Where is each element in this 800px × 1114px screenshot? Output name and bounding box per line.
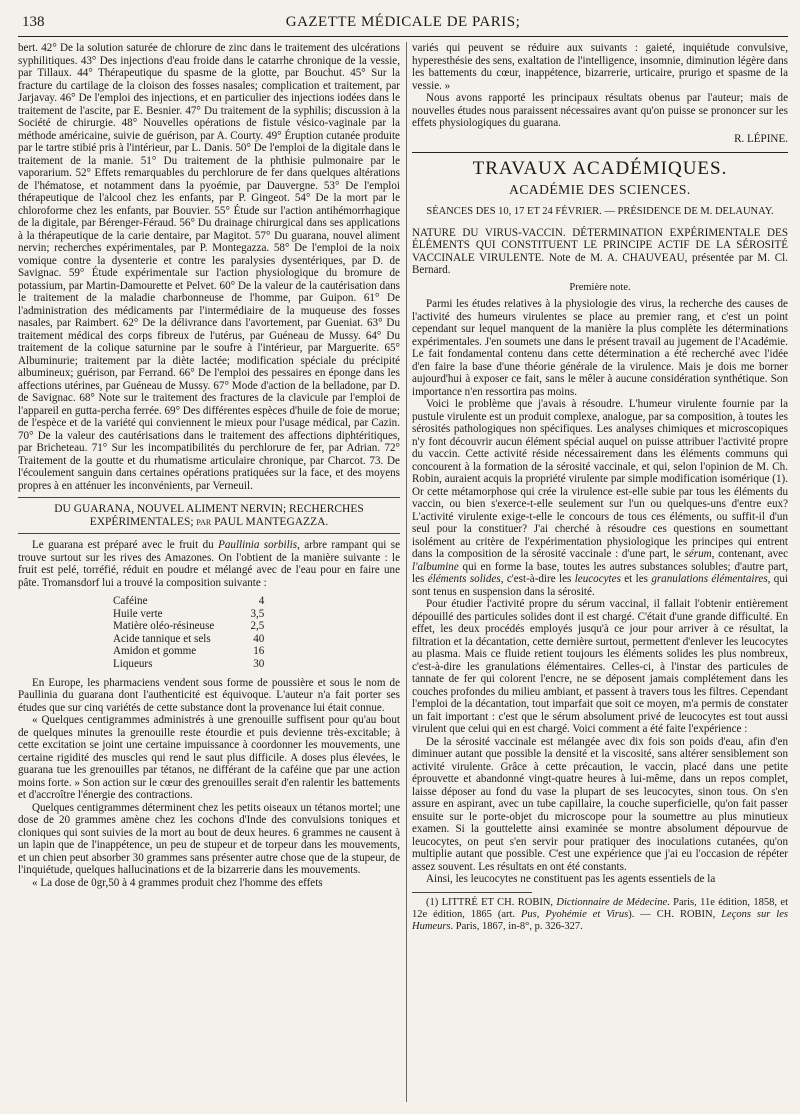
newspaper-page xyxy=(18,12,788,1108)
paragraph: Parmi les études relatives à la physiologie des virus, la recherche des causes de l'activité des humeurs virulentes se place au premier rang, et c'est un point cependant sur lequel manquent de la manière la plus complète les déterminations expérimentales. J'en soumets une dans le présent travail au jugement de l'Académie. Le fait fondamental contenu dans cette détermination a été recherché avec l'idée d'en faire la base d'une théorie générale de la virulence. Mais je dois me borner aujourd'hui à exposer ce fait, sans le mêler à aucune considération synthétique. Son importance n'en ressortira pas moins. xyxy=(412,298,788,398)
paragraph: Le guarana est préparé avec le fruit du Paullinia sorbilis, arbre rampant qui se trouve surtout sur les rives des Amazones. On l'obtient de la manière suivante : le fruit est pelé, torréfié, réduit en poudre et mélangé avec de l'eau pour en faire une pâte. Tromansdorf lui a trouvé la composition suivante : xyxy=(18,539,400,589)
composition-table xyxy=(113,595,264,671)
divider xyxy=(18,533,400,534)
paragraph: variés qui peuvent se réduire aux suivants : gaieté, inquiétude convulsive, hyperesthésie des sens, exaltation de l'intelligence, insomnie, diminution légère dans les battements du cœur, inappétence, bizarrerie, urticaire, prurigo et spasme de la vessie. » xyxy=(412,42,788,92)
divider xyxy=(18,497,400,498)
right-column xyxy=(412,42,788,933)
signature: R. LÉPINE. xyxy=(734,132,788,145)
page-header xyxy=(18,12,788,37)
paragraph: bert. 42° De la solution saturée de chlorure de zinc dans le traitement des ulcérations syphilitiques. 43° Des injections d'eau froide dans le catarrhe chronique de la vessie, par Tillaux. 44° Thérapeutique du spasme de la glotte, par Bouchut. 45° Sur la fracture du cartilage de la cloison des fosses nasales; complication et traitement, par Jarjavay. 46° De l'emploi des injections, et en particulier des injections iodées dans le traitement de l'ascite, par E. Besnier. 47° Du traitement de la syphilis; discussion à la Société de chirurgie. 48° Nouvelles opérations de fistule vésico-vaginale par la méthode américaine, suivie de guérison, par A. Courty. 49° Éruption cutanée produite par le tartre stibié pris à l'intérieur, par L. Danis. 50° De l'emploi de la digitale dans le traitement de la manie. 51° Du traitement de la phthisie pulmonaire par le vaporarium. 52° Effets remarquables du perchlorure de fer dans quelques altérations de l'hématose, et notamment dans la pyoémie, par Dauvergne. 53° De l'emploi thérapeutique de l'alcool chez les enfants, par P. Gingeot. 54° De la mort par le chloroforme chez les enfants, par Bouvier. 55° Étude sur l'action antihémorrhagique de la digitale, par Bérenger-Féraud. 56° Du drainage chirurgical dans ses applications à la thérapeutique de la carie dentaire, par Magitot. 57° Du guarana, nouvel aliment nervin; recherches expérimentales, par P. Montegazza. 58° De l'emploi de la noix vomique contre la dysenterie et contre les paralysies dysentériques, par D. de Savignac. 59° Étude expérimentale sur l'action physiologique du bromure de potassium, par Martin-Damourette et Pelvet. 60° De la valeur de la cautérisation dans le traitement de la maladie charbonneuse de l'homme, par Guipon. 61° De l'administration des médicaments par l'intermédiaire de la muqueuse des fosses nasales, par Raimbert. 62° De la délivrance dans l'avortement, par Gueniat. 63° Du traitement médical des corps fibreux de l'utérus, par Guéneau de Mussy. 64° Du traitement de la colique saturnine par le soufre à l'intérieur, par Marguerite. 65° Albuminurie; traitement par la diète lactée; modification spéciale du précipité albumineux; guérison, par Ferrand. 66° De l'emploi des pessaires en éponge dans les affections utérines, par Guéneau de Mussy. 67° Mode d'action de la belladone, par D. de Savignac. 68° Note sur le traitement des fractures de la clavicule par l'emploi de l'appareil en gutta-percha ferrée. 69° Des différentes espèces d'huile de foie de morue; de l'espèce et de la variété qui conviennent le mieux pour l'usage médical, par Cazin. 70° De la valeur des cautérisations dans le traitement des affections diphtéritiques, par Bricheteau. 71° Sur les incompatibilités du perchlorure de fer, par Adrian. 72° Traitement de la goutte et du rhumatisme articulaire chronique, par Charcot. 73. De l'écoulement sanguin dans certaines opérations pratiquées sur la face, et des moyens propres à en atténuer les inconvénients, par Verneuil. xyxy=(18,42,400,492)
section-title: TRAVAUX ACADÉMIQUES. xyxy=(472,158,728,179)
page-number: 138 xyxy=(22,14,45,30)
footnote: (1) LITTRÉ ET CH. ROBIN, Dictionnaire de Médecine. Paris, 11e édition, 1858, et 12e édition, 1865 (art. Pus, Pyohémie et Virus). — CH. ROBIN, Leçons sur les Humeurs. Paris, 1867, in-8°, p. 326-327. xyxy=(412,896,788,932)
paragraph: Ainsi, les leucocytes ne constituent pas les agents essentiels de la xyxy=(426,873,716,885)
table-row: Amidon et gomme 16 xyxy=(113,645,265,658)
table-row: Acide tannique et sels 40 xyxy=(113,632,265,645)
note-heading: NATURE DU VIRUS-VACCIN. DÉTERMINATION EXPÉRIMENTALE DES ÉLÉMENTS QUI CONSTITUENT LE PRINCIPE ACTIF DE LA SÉROSITÉ VACCINALE VIRULENTE. Note de M. A. CHAUVEAU, présentée par M. Cl. Bernard. xyxy=(412,226,788,276)
column-divider xyxy=(406,42,407,1102)
paragraph: Pour étudier l'activité propre du sérum vaccinal, il fallait l'obtenir entièrement dépouillé des particules solides dont il est chargé. C'était d'une grande difficulté. En effet, les deux procédés employés jusqu'à ce jour pour arriver à ce résultat, la filtration et la décantation, cette dernière surtout, permettent d'enlever les leucocytes au plasma. Mais ce fluide retient toujours les éléments solides les plus nombreux, c'est-à-dire les granulations élémentaires. Celles-ci, à l'instar des particules de tannate de fer qui colorent l'encre, ne se déposent jamais complétement dans les couches profondes du milieu ambiant, et passent à travers tous les filtres. Cependant l'emploi de la décantation, tout imparfait que soit ce moyen, m'a permis de constater un fait important : c'est que le sérum absolument privé de leucocytes est tout aussi virulent que celui qui en est chargé. Voici comment a été faite l'expérience : xyxy=(412,598,788,735)
article-title: DU GUARANA, NOUVEL ALIMENT NERVIN; RECHERCHES EXPÉRIMENTALES; par PAUL MANTEGAZZA. xyxy=(54,503,364,528)
paragraph: De la sérosité vaccinale est mélangée avec dix fois son poids d'eau, afin d'en diminuer autant que possible la densité et la viscosité, sans altérer sensiblement son activité virulente. Grâce à cette précaution, le vaccin, placé dans une petite éprouvette et abandonné vingt-quatre heures à lui-même, dans un repos complet, laisse déposer au fond du vase la plupart de ses leucocytes, sinon tous. On s'en assure en aspirant, avec un tube capillaire, la couche superficielle, qu'on fait passer ensuite sur le porte-objet du microscope pour la soumettre au plus minutieux examen. Si la gouttelette ainsi examinée se montre absolument dépourvue de leucocytes, on peut s'en servir pour pratiquer des inoculations cutanées, qu'on multiplie autant que possible. C'est une expérience que j'ai eu l'occasion de répéter assez souvent. Les résultats en ont été constants. xyxy=(412,735,788,873)
table-row: Huile verte 3,5 xyxy=(113,607,265,620)
paragraph: Voici le problème que j'avais à résoudre. L'humeur virulente fournie par la pustule virulente est un produit complexe, analogue, par sa composition, à toutes les sérosités pathologiques non spécifiques. Les analyses chimiques et microscopiques n'y font découvrir aucun élément spécial auquel on puisse attribuer l'activité propre du vaccin. Cette activité réside nécessairement dans les éléments communs qui concourent à la formation de la sérosité vaccinale, et qui, selon l'opinion de M. Ch. Robin, auraient acquis la propriété virulente par simple modification isomérique (1). Or cette métamorphose qui crée la virulence est-elle subie par tous les éléments du vaccin, ou bien s'exerce-t-elle seulement sur l'un ou quelques-uns d'entre eux? L'activité virulente exige-t-elle le concours de tous ces éléments, ou suffit-il d'un seul pour la constituer? J'ai cherché à résoudre ces questions en soumettant isolément au critère de l'expérimentation physiologique les principes qui entrent dans la composition de la sérosité vaccinale : d'une part, le sérum, contenant, avec l'albumine qui en forme la base, toutes les autres substances solubles; d'autre part, les éléments solides, c'est-à-dire les leucocytes et les granulations élémentaires, qui sont tenus en suspension dans la sérosité. xyxy=(412,398,788,598)
table-row: Caféine 4 xyxy=(113,595,265,607)
paragraph: En Europe, les pharmaciens vendent sous forme de poussière et sous le nom de Paullinia du guarana dont l'authenticité est équivoque. L'auteur n'a fait porter ses études que sur cinq variétés de cette substance dont la provenance lui était connue. xyxy=(18,676,400,714)
section-divider xyxy=(412,152,788,153)
paragraph: Quelques centigrammes déterminent chez les petits oiseaux un tétanos mortel; une dose de 20 grammes amène chez les cochons d'Inde des convulsions toniques et cloniques qui sont suivies de la mort au bout de deux heures. 6 grammes ne causent à un lapin que de l'inappétence, un peu de stupeur et de torpeur dans les mouvements, et un chien peut absorber 30 grammes sans présenter autre chose que de la stupeur, de l'inquiétude, quelques hallucinations et de la bizarrerie dans les mouvements. xyxy=(18,801,400,877)
paragraph: Nous avons rapporté les principaux résultats obenus par l'auteur; mais de nouvelles études nous paraissent nécessaires avant qu'on puisse se prononcer sur les effets physiologiques du guarana. xyxy=(412,92,788,129)
left-column xyxy=(18,42,400,889)
note-label: Première note. xyxy=(569,281,631,293)
paragraph: « Quelques centigrammes administrés à une grenouille suffisent pour qu'au bout de quelques minutes la grenouille reste étourdie et puis devienne très-excitable; à cette excitation se joint une certaine impuissance à coordonner les mouvements, une certaine rigidité des muscles qui rend le saut plus difficile. A doses plus élevées, le guarana tue les grenouilles par tétanos, ne différant de la caféine que par une action moins forte. » Son action sur le cœur des grenouilles serait d'en ralentir les battements et d'accroître l'énergie des contractions. xyxy=(18,714,400,802)
running-head: GAZETTE MÉDICALE DE PARIS; xyxy=(285,14,521,30)
academy-heading: ACADÉMIE DES SCIENCES. xyxy=(509,181,691,197)
table-row: Matière oléo-résineuse 2,5 xyxy=(113,620,265,633)
footnote-rule xyxy=(412,892,532,893)
session-heading: SÉANCES DES 10, 17 ET 24 FÉVRIER. — PRÉSIDENCE DE M. DELAUNAY. xyxy=(426,206,774,217)
table-row: Liqueurs 30 xyxy=(113,657,265,670)
paragraph: « La dose de 0gr,50 à 4 grammes produit chez l'homme des effets xyxy=(32,876,323,889)
